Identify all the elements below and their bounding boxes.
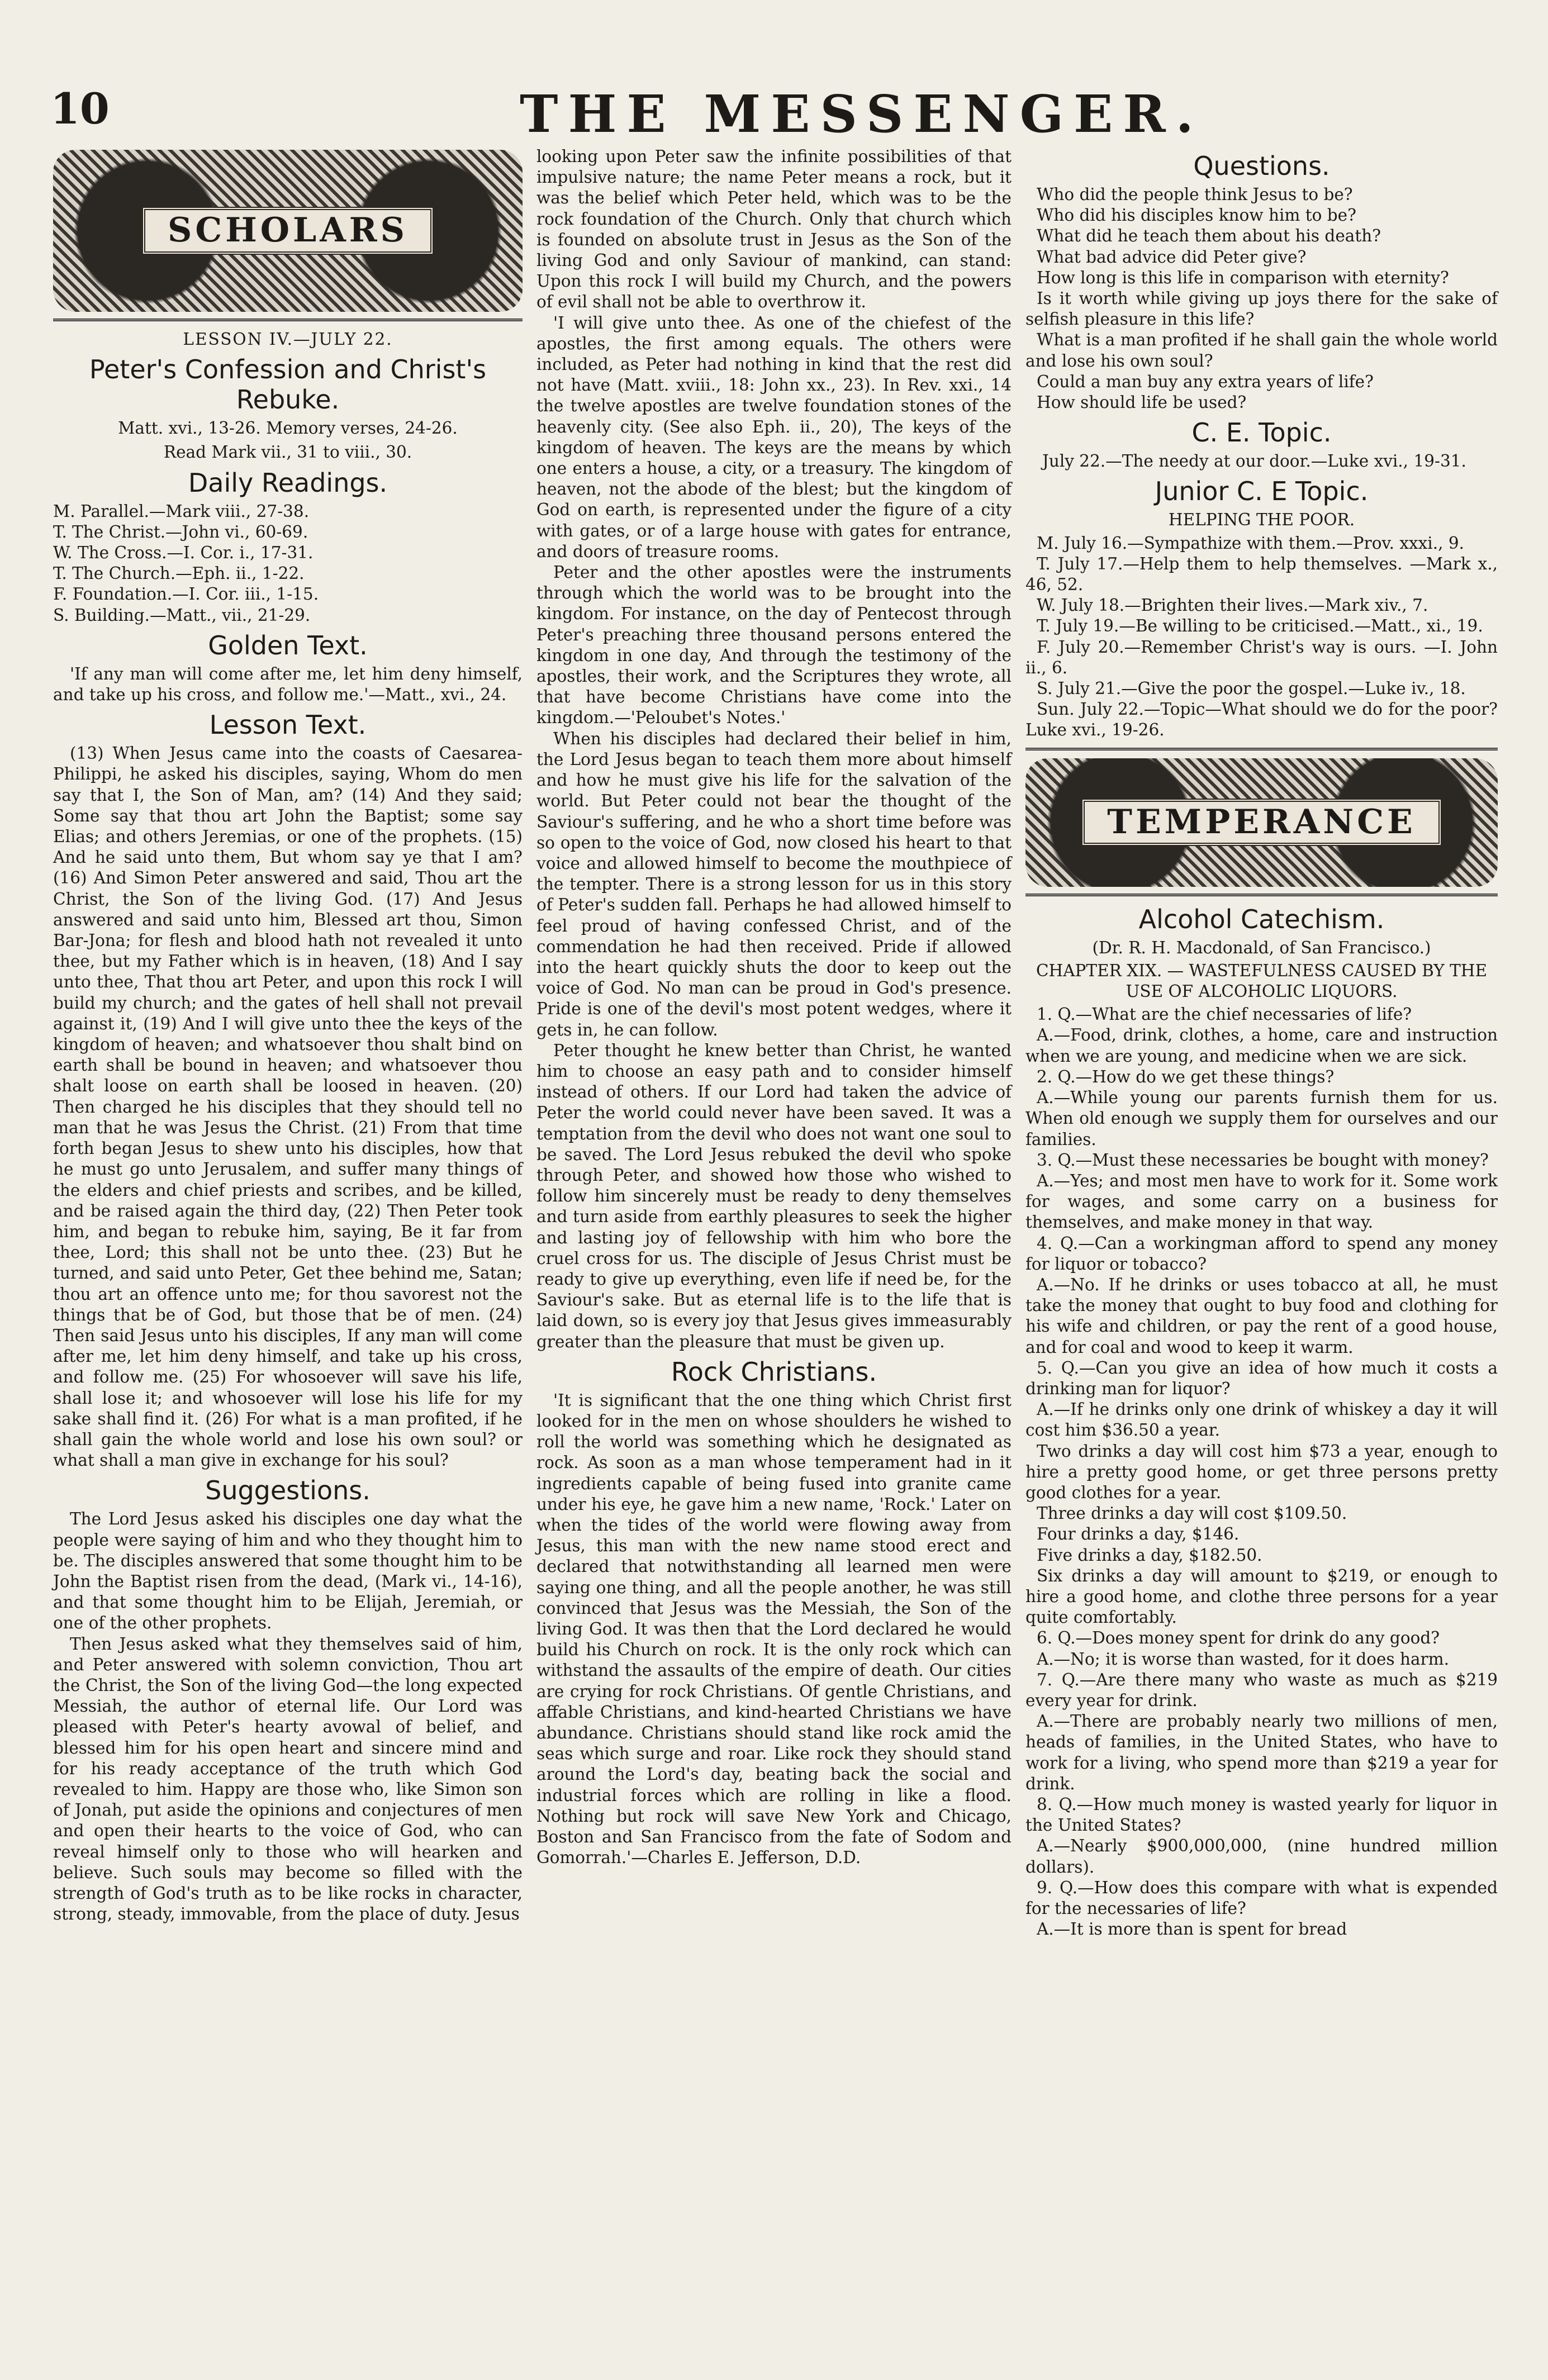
- catechism-item: A.—There are probably nearly two millions of men, heads of families, in the United States, who have to work for a living, who spend more than $219 a year for drink.: [1025, 1712, 1498, 1793]
- catechism-item: A.—While young our parents furnish them for us. When old enough we supply them for ourselves and our families.: [1025, 1088, 1498, 1149]
- questions-list: [1025, 184, 1498, 413]
- divider: [1025, 748, 1498, 750]
- commentary-paragraph: 'I will give unto thee. As one of the chiefest of the apostles, the first among equals. The others were included, as Peter had nothing in kind that the rest did not have (Matt. xviii., 18: John xx., 23). In Rev. xxi., 14 the twelve apostles are twelve foundation stones of the heavenly city. (See also Eph. ii., 20), The keys of the kingdom of heaven. The keys are the means by which one enters a house, a city, or a treasury. The kingdom of heaven, not the abode of the blest; but the kingdom of God on earth, is represented under the figure of a city with gates, or of a large house with gates for entrance, and doors of treasure rooms.: [536, 313, 1012, 561]
- junior-ce-subheading: HELPING THE POOR.: [1168, 510, 1355, 530]
- question-item: What is a man profited if he shall gain the whole world and lose his own soul?: [1025, 330, 1498, 370]
- question-item: Is it worth while giving up joys there for the sake of selfish pleasure in this life?: [1025, 289, 1498, 329]
- reading-item: F. Foundation.—I. Cor. iii., 1-15.: [53, 585, 319, 604]
- banner-lettering: TEMPERANCE: [1081, 799, 1441, 846]
- question-item: Who did the people think Jesus to be?: [1037, 185, 1353, 204]
- junior-item: S. July 21.—Give the poor the gospel.—Luke iv., 18.: [1037, 679, 1466, 699]
- lesson-text: (13) When Jesus came into the coasts of Caesarea-Philippi, he asked his disciples, saying, Whom do men say that I, the Son of Man, am? (14) And they said; Some say that thou art John the Baptist; some say Elias; and others Jeremias, or one of the prophets. (15) And he said unto them, But whom say ye that I am? (16) And Simon Peter answered and said, Thou art the Christ, the Son of the living God. (17) And Jesus answered and said unto him, Blessed art thou, Simon Bar-Jona; for flesh and blood hath not revealed it unto thee, but my Father which is in heaven, (18) And I say unto thee, That thou art Peter, and upon this rock I will build my church; and the gates of hell shall not prevail against it, (19) And I will give unto thee the keys of the kingdom of heaven; and whatsoever thou shalt bind on earth shall be bound in heaven; and whatsoever thou shalt loose on earth shall be loosed in heaven. (20) Then charged he his disciples that they should tell no man that he was Jesus the Christ. (21) From that time forth began Jesus to shew unto his disciples, how that he must go unto Jerusalem, and suffer many things of the elders and chief priests and scribes, and be killed, and be raised again the third day, (22) Then Peter took him, and began to rebuke him, saying, Be it far from thee, Lord; this shall not be unto thee. (23) But he turned, and said unto Peter, Get thee behind me, Satan; thou art an offence unto me; for thou savorest not the things that be of God, but those that be of men. (24) Then said Jesus unto his disciples, If any man will come after me, let him deny himself, and take up his cross, and follow me. (25) For whosoever will save his life, shall lose it; and whosoever will lose his life for my sake shall find it. (26) For what is a man profited, if he shall gain the whole world and lose his own soul? or what shall a man give in exchange for his soul?: [53, 744, 523, 1470]
- catechism-item: 6. Q.—Does money spent for drink do any good?: [1037, 1628, 1440, 1648]
- catechism-item: 8. Q.—How much money is wasted yearly for liquor in the United States?: [1025, 1795, 1498, 1835]
- question-item: How long is this life in comparison with eternity?: [1037, 268, 1449, 287]
- catechism-item: A.—No. If he drinks or uses tobacco at all, he must take the money that ought to buy food and clothing for his wife and children, or pay the rent of a good house, and for coal and wood to keep it warm.: [1025, 1275, 1498, 1357]
- column-sunday-school: [53, 146, 523, 1925]
- catechism-item: Two drinks a day will cost him $73 a year, enough to hire a pretty good home, or get three persons pretty good clothes for a year.: [1025, 1441, 1498, 1502]
- junior-item: W. July 18.—Brighten their lives.—Mark xiv., 7.: [1037, 596, 1428, 615]
- page-number: 10: [50, 84, 110, 134]
- catechism-author: (Dr. R. H. Macdonald, of San Francisco.): [1092, 938, 1431, 957]
- lesson-title: Peter's Confession and Christ's Rebuke.: [89, 354, 487, 415]
- catechism-list: [1025, 1004, 1498, 1940]
- question-item: What bad advice did Peter give?: [1037, 247, 1307, 267]
- catechism-item: Six drinks a day will amount to $219, or enough to hire a good home, and clothe three persons for a year quite comfortably.: [1025, 1566, 1498, 1627]
- catechism-item: A.—It is more than is spent for bread: [1037, 1920, 1347, 1939]
- junior-ce-heading: Junior C. E Topic.: [1155, 476, 1369, 507]
- banner-lettering: SCHOLARS: [142, 207, 434, 254]
- divider: [53, 319, 523, 321]
- catechism-item: 2. Q.—How do we get these things?: [1037, 1067, 1335, 1086]
- catechism-item: Three drinks a day will cost $109.50.: [1037, 1504, 1347, 1523]
- catechism-item: 5. Q.—Can you give an idea of how much it costs a drinking man for liquor?: [1025, 1358, 1498, 1398]
- scripture-reference: Matt. xvi., 13-26. Memory verses, 24-26.: [118, 419, 458, 438]
- ce-topic-text: July 22.—The needy at our door.—Luke xvi., 19-31.: [1042, 452, 1466, 471]
- reading-item: T. The Church.—Eph. ii., 1-22.: [53, 564, 305, 583]
- question-item: How should life be used?: [1037, 393, 1247, 412]
- catechism-item: A.—Yes; and most men have to work for it. Some work for wages, and some carry on a business for themselves, and make money in that way.: [1025, 1171, 1498, 1232]
- suggestions-paragraph: Then Jesus asked what they themselves said of him, and Peter answered with solemn conviction, Thou art the Christ, the Son of the living God—the long expected Messiah, the author of eternal life. Our Lord was pleased with Peter's hearty avowal of belief, and blessed him for his open heart and sincere mind and for his ready acceptance of the truth which God revealed to him. Happy are those who, like Simon son of Jonah, put aside the opinions and conjectures of men and open their hearts to the voice of God, who can reveal himself only to those who will hearken and believe. Such souls may become so filled with the strength of God's truth as to be like rocks in character, strong, steady, immovable, from the place of duty. Jesus: [53, 1634, 523, 1924]
- junior-item: M. July 16.—Sympathize with them.—Prov. xxxi., 9.: [1037, 533, 1464, 553]
- golden-text: 'If any man will come after me, let him deny himself, and take up his cross, and follow me.'—Matt., xvi., 24.: [53, 664, 523, 705]
- daily-readings-heading: Daily Readings.: [188, 467, 388, 498]
- questions-heading: Questions.: [1193, 151, 1330, 181]
- question-item: Could a man buy any extra years of life?: [1037, 372, 1374, 391]
- catechism-item: A.—No; it is worse than wasted, for it does harm.: [1037, 1649, 1450, 1669]
- lesson-number: LESSON IV.—JULY 22.: [183, 330, 393, 349]
- lesson-text-heading: Lesson Text.: [209, 710, 367, 740]
- reading-item: T. The Christ.—John vi., 60-69.: [53, 522, 308, 541]
- catechism-item: 9. Q.—How does this compare with what is expended for the necessaries of life?: [1025, 1878, 1498, 1918]
- reading-item: M. Parallel.—Mark viii., 27-38.: [53, 501, 310, 521]
- reading-item: S. Building.—Matt., vii., 21-29.: [53, 605, 311, 625]
- temperance-banner-image: [1025, 758, 1498, 887]
- catechism-item: 3. Q.—Must these necessaries be bought with money?: [1037, 1150, 1489, 1170]
- scholars-banner-image: [53, 150, 523, 312]
- alcohol-catechism-heading: Alcohol Catechism.: [1138, 904, 1385, 934]
- commentary-paragraph: When his disciples had declared their belief in him, the Lord Jesus began to teach them more about himself and how he must give his life for the salvation of the world. But Peter could not bear the thought of the Saviour's suffering, and he who a short time before was so open to the voice of God, now closed his heart to that voice and allowed himself to become the mouthpiece of the tempter. There is a strong lesson for us in this story of Peter's sudden fall. Perhaps he had allowed himself to feel proud of having confessed Christ, and of the commendation he had then received. Pride if allowed into the heart quickly shuts the door to keep out the voice of God. No man can be proud in God's presence. Pride is one of the devil's most potent wedges, where it gets in, he can follow.: [536, 729, 1012, 1039]
- junior-item: F. July 20.—Remember Christ's way is ours. —I. John ii., 6.: [1025, 637, 1498, 677]
- catechism-item: A.—Nearly $900,000,000, (nine hundred million dollars).: [1025, 1836, 1498, 1877]
- commentary-paragraph: Peter thought he knew better than Christ, he wanted him to choose an easy path and to consider himself instead of others. If our Lord had taken the advice of Peter the world could never have been saved. It was a temptation from the devil who does not want one soul to be saved. The Lord Jesus rebuked the devil who spoke through Peter, and showed how those who wished to follow him sincerely must be ready to deny themselves and turn aside from earthly pleasures to seek the higher and lasting joy of fellowship with him who bore the cruel cross for us. The disciple of Jesus Christ must be ready to give up everything, even life if need be, for the Saviour's sake. But as eternal life is to the life that is laid down, so is every joy that Jesus gives immeasurably greater than the pleasure that must be given up.: [536, 1041, 1012, 1351]
- catechism-item: Five drinks a day, $182.50.: [1037, 1545, 1262, 1565]
- catechism-item: A.—Food, drink, clothes, a home, care and instruction when we are young, and medicine when we are sick.: [1025, 1025, 1498, 1066]
- catechism-item: 4. Q.—Can a workingman afford to spend any money for liquor or tobacco?: [1025, 1233, 1498, 1274]
- divider: [1025, 894, 1498, 896]
- catechism-item: Four drinks a day, $146.: [1037, 1524, 1240, 1544]
- paper-title: THE MESSENGER.: [520, 84, 1204, 144]
- junior-item: T. July 19.—Be willing to be criticised.—Matt., xi., 19.: [1037, 616, 1483, 636]
- question-item: What did he teach them about his death?: [1037, 226, 1381, 246]
- junior-item: T. July 17.—Help them to help themselves. —Mark x., 46, 52.: [1025, 554, 1498, 595]
- read-reference: Read Mark vii., 31 to viii., 30.: [163, 443, 412, 462]
- commentary-paragraph: looking upon Peter saw the infinite possibilities of that impulsive nature; the name Peter means a rock, but it was the belief which Peter held, which was to be the rock foundation of the Church. Only that church which is founded on absolute trust in Jesus as the Son of the living God and only Saviour of mankind, can stand: Upon this rock I will build my Church, and the powers of evil shall not be able to overthrow it.: [536, 147, 1012, 312]
- column-commentary: [536, 146, 1012, 1868]
- chapter-title: CHAPTER XIX. — WASTEFULNESS CAUSED BY THE USE OF ALCOHOLIC LIQUORS.: [1036, 961, 1488, 1001]
- junior-ce-list: [1025, 533, 1498, 741]
- catechism-item: A.—If he drinks only one drink of whiskey a day it will cost him $36.50 a year.: [1025, 1400, 1498, 1440]
- suggestions-paragraph: The Lord Jesus asked his disciples one day what the people were saying of him and who they thought him to be. The disciples answered that some thought him to be John the Baptist risen from the dead, (Mark vi., 14-16), and that some thought him to be Elijah, Jeremiah, or one of the other prophets.: [53, 1509, 523, 1633]
- rock-christians-text: 'It is significant that the one thing which Christ first looked for in the men on whose shoulders he wished to roll the world was something which he designated as rock. As soon as a man whose temperament had in it ingredients capable of being fused into granite came under his eye, he gave him a new name, 'Rock.' Later on when the tides of the world were flowing away from Jesus, this man with the new name stood erect and declared that notwithstanding all learned men were saying one thing, and all the people another, he was still convinced that Jesus was the Messiah, the Son of the living God. It was then that the Lord declared he would build his Church on rock. It is the only rock which can withstand the assaults of the empire of death. Our cities are crying for rock Christians. Of gentle Christians, and affable Christians, and kind-hearted Christians we have abundance. Christians should stand like rock amid the seas which surge and roar. Like rock they should stand around the Lord's day, beating back the social and industrial forces which are rolling in like a flood. Nothing but rock will save New York and Chicago, Boston and San Francisco from the fate of Sodom and Gomorrah.'—Charles E. Jefferson, D.D.: [536, 1390, 1012, 1868]
- column-questions-temperance: [1025, 146, 1498, 1940]
- junior-item: Sun. July 22.—Topic—What should we do for the poor? Luke xvi., 19-26.: [1025, 700, 1498, 740]
- golden-text-heading: Golden Text.: [208, 630, 368, 661]
- ce-topic-heading: C. E. Topic.: [1191, 417, 1332, 448]
- rock-christians-heading: Rock Christians.: [671, 1356, 877, 1387]
- commentary-paragraph: Peter and the other apostles were the instruments through which the world was to be brought into the kingdom. For instance, on the day of Pentecost through Peter's preaching three thousand persons entered the kingdom in one day, And through the testimony of the apostles, their work, and the Scriptures they wrote, all that have become Christians have come into the kingdom.—'Peloubet's Notes.': [536, 563, 1012, 728]
- masthead: [0, 84, 1548, 145]
- suggestions-heading: Suggestions.: [205, 1475, 371, 1506]
- catechism-item: 1. Q.—What are the chief necessaries of life?: [1037, 1005, 1412, 1024]
- catechism-item: 7. Q.—Are there many who waste as much as $219 every year for drink.: [1025, 1670, 1498, 1710]
- reading-item: W. The Cross.—I. Cor. i., 17-31.: [53, 543, 314, 563]
- daily-readings-list: [53, 501, 523, 626]
- question-item: Who did his disciples know him to be?: [1037, 206, 1356, 225]
